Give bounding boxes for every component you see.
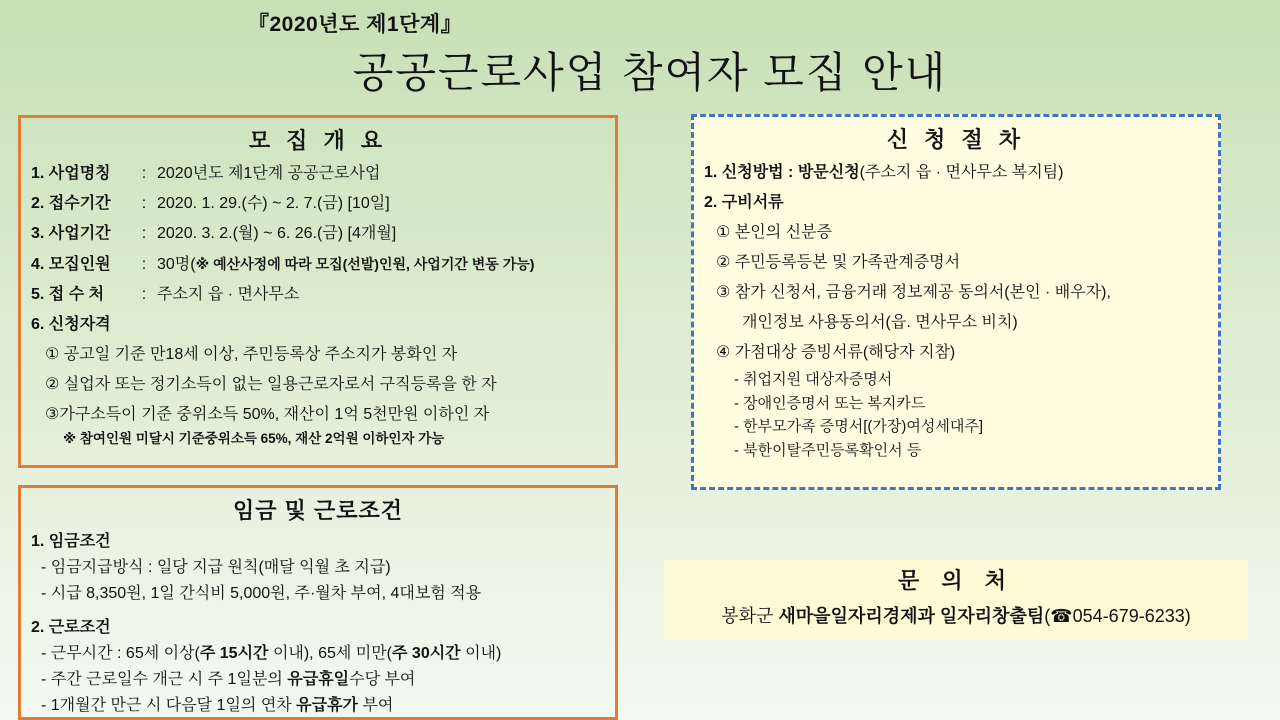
overview-item: 3. 사업기간 : 2020. 3. 2.(월) ~ 6. 26.(금) [4개월] [31,225,397,242]
bonus-document: - 취업지원 대상자증명서 [734,371,893,388]
work-section-heading: 2. 근로조건 [31,619,111,636]
wage-section-heading: 1. 임금조건 [31,533,111,550]
document-item: ④ 가점대상 증빙서류(해당자 지참) [716,344,956,361]
documents-heading: 2. 구비서류 [704,194,784,211]
document-item-continued: 개인정보 사용동의서(읍. 면사무소 비치) [742,314,1018,331]
wage-panel [18,485,618,720]
document-item: ③ 참가 신청서, 금융거래 정보제공 동의서(본인 · 배우자), [716,284,1111,301]
bonus-document: - 한부모가족 증명서[(가장)여성세대주] [734,418,984,435]
overview-item: 2. 접수기간 : 2020. 1. 29.(수) ~ 2. 7.(금) [10일] [31,195,390,212]
contact-panel [664,560,1248,640]
contact-title: 문 의 처 [898,568,1014,593]
work-item: - 1개월간 만근 시 다음달 1일의 연차 유급휴가 부여 [41,697,394,714]
overview-item: 1. 사업명칭 : 2020년도 제1단계 공공근로사업 [31,165,381,182]
document-item: ① 본인의 신분증 [716,224,832,241]
overview-item: 4. 모집인원 : 30명(※ 예산사정에 따라 모집(선발)인원, 사업기간 변동 가능) [31,256,535,273]
apply-method: 1. 신청방법 : 방문신청(주소지 읍 · 면사무소 복지팀) [704,164,1064,181]
contact-line: 봉화군 새마을일자리경제과 일자리창출팀(☎054-679-6233) [721,606,1191,626]
contact-department: 새마을일자리경제과 일자리창출팀 [778,606,1045,626]
wage-item: - 임금지급방식 : 일당 지급 원칙(매달 익월 초 지급) [41,559,391,576]
page-title: 공공근로사업 참여자 모집 안내 [352,49,948,96]
wage-item: - 시급 8,350원, 1일 간식비 5,000원, 주·월차 부여, 4대보험 적용 [41,585,482,602]
bonus-document: - 북한이탈주민등록확인서 등 [734,441,922,459]
apply-title: 신 청 절 차 [886,127,1026,152]
overview-title: 모 집 개 요 [248,128,388,153]
work-item: - 주간 근로일수 개근 시 주 1일분의 유급휴일수당 부여 [41,671,416,688]
wage-title: 임금 및 근로조건 [233,498,403,523]
work-item: - 근무시간 : 65세 이상(주 15시간 이내), 65세 미만(주 30시간 이내) [41,645,502,662]
apply-panel [691,114,1221,490]
document-item: ② 주민등록등본 및 가족관계증명서 [716,254,961,271]
bonus-document: - 장애인증명서 또는 복지카드 [734,394,926,412]
overview-item: 5. 접 수 처 : 주소지 읍 · 면사무소 [31,286,300,303]
phone-icon: ☎ [1050,606,1073,626]
pre-title: 『2020년도 제1단계』 [248,13,463,36]
qualification-item: ① 공고일 기준 만18세 이상, 주민등록상 주소지가 봉화인 자 [45,346,458,363]
qualification-item: ③가구소득이 기준 중위소득 50%, 재산이 1억 5천만원 이하인 자 [45,406,490,423]
qualification-heading: 6. 신청자격 [31,316,111,333]
qualification-note: ※ 참여인원 미달시 기준중위소득 65%, 재산 2억원 이하인자 가능 [63,431,445,446]
overview-panel [18,115,618,468]
contact-phone: 054-679-6233) [1072,606,1191,626]
qualification-item: ② 실업자 또는 정기소득이 없는 일용근로자로서 구직등록을 한 자 [45,376,497,393]
budget-note: ※ 예산사정에 따라 모집(선발)인원, 사업기간 변동 가능) [195,256,535,272]
